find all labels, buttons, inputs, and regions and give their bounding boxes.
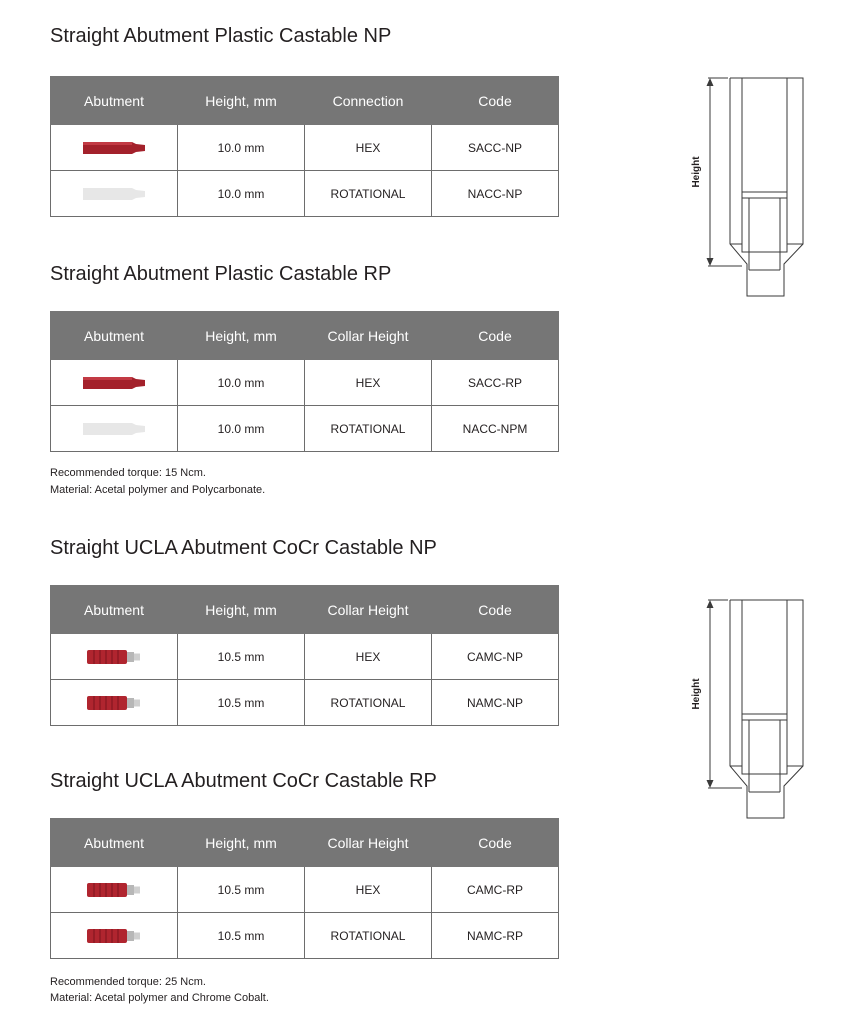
table-row bbox=[51, 171, 559, 217]
header-height: Height, mm bbox=[178, 312, 305, 360]
header-height: Height, mm bbox=[178, 586, 305, 634]
header-code: Code bbox=[432, 819, 559, 867]
abutment-cell bbox=[51, 406, 178, 452]
table-row bbox=[51, 867, 559, 913]
abutment-cell bbox=[51, 680, 178, 726]
table-cocr-np bbox=[50, 585, 559, 726]
header-collar-height: Collar Height bbox=[305, 586, 432, 634]
header-connection: Connection bbox=[305, 77, 432, 125]
connection-cell: HEX bbox=[305, 360, 432, 406]
code-cell: SACC-RP bbox=[432, 360, 559, 406]
red-plastic-abutment-icon bbox=[82, 139, 146, 157]
code-cell: NACC-NP bbox=[432, 171, 559, 217]
ucla-abutment-height-diagram bbox=[690, 596, 815, 824]
connection-cell: HEX bbox=[305, 867, 432, 913]
code-cell: NAMC-NP bbox=[432, 680, 559, 726]
code-cell: NACC-NPM bbox=[432, 406, 559, 452]
connection-cell: HEX bbox=[305, 634, 432, 680]
section-title-plastic-rp: Straight Abutment Plastic Castable RP bbox=[50, 263, 392, 285]
table-header-row bbox=[51, 312, 559, 360]
plastic-abutment-height-diagram bbox=[690, 74, 815, 302]
height-cell: 10.0 mm bbox=[178, 171, 305, 217]
table-row bbox=[51, 125, 559, 171]
code-cell: SACC-NP bbox=[432, 125, 559, 171]
abutment-cell bbox=[51, 913, 178, 959]
abutment-cell bbox=[51, 125, 178, 171]
section-title-cocr-rp: Straight UCLA Abutment CoCr Castable RP bbox=[50, 770, 437, 792]
table-row bbox=[51, 634, 559, 680]
section-title-plastic-np: Straight Abutment Plastic Castable NP bbox=[50, 25, 392, 47]
height-cell: 10.0 mm bbox=[178, 406, 305, 452]
abutment-cell bbox=[51, 867, 178, 913]
table-plastic-np bbox=[50, 76, 559, 217]
connection-cell: ROTATIONAL bbox=[305, 913, 432, 959]
table-header-row bbox=[51, 586, 559, 634]
ucla-cocr-abutment-icon bbox=[86, 926, 142, 946]
table-plastic-rp bbox=[50, 311, 559, 452]
white-plastic-abutment-icon bbox=[82, 185, 146, 203]
header-abutment: Abutment bbox=[51, 77, 178, 125]
header-code: Code bbox=[432, 586, 559, 634]
abutment-cell bbox=[51, 171, 178, 217]
connection-cell: ROTATIONAL bbox=[305, 406, 432, 452]
header-height: Height, mm bbox=[178, 819, 305, 867]
header-abutment: Abutment bbox=[51, 819, 178, 867]
abutment-cell bbox=[51, 360, 178, 406]
table-row bbox=[51, 406, 559, 452]
code-cell: NAMC-RP bbox=[432, 913, 559, 959]
height-cell: 10.0 mm bbox=[178, 125, 305, 171]
torque-note-cocr: Recommended torque: 25 Ncm. bbox=[50, 976, 206, 988]
connection-cell: HEX bbox=[305, 125, 432, 171]
material-note-plastic: Material: Acetal polymer and Polycarbonate. bbox=[50, 484, 266, 496]
white-plastic-abutment-icon bbox=[82, 420, 146, 438]
table-header-row bbox=[51, 819, 559, 867]
height-cell: 10.0 mm bbox=[178, 360, 305, 406]
height-cell: 10.5 mm bbox=[178, 634, 305, 680]
ucla-cocr-abutment-icon bbox=[86, 647, 142, 667]
height-dimension-label: Height bbox=[691, 156, 702, 188]
height-cell: 10.5 mm bbox=[178, 680, 305, 726]
torque-note-plastic: Recommended torque: 15 Ncm. bbox=[50, 467, 206, 479]
height-cell: 10.5 mm bbox=[178, 867, 305, 913]
code-cell: CAMC-NP bbox=[432, 634, 559, 680]
table-row bbox=[51, 680, 559, 726]
code-cell: CAMC-RP bbox=[432, 867, 559, 913]
ucla-cocr-abutment-icon bbox=[86, 880, 142, 900]
connection-cell: ROTATIONAL bbox=[305, 680, 432, 726]
header-collar-height: Collar Height bbox=[305, 819, 432, 867]
table-header-row bbox=[51, 77, 559, 125]
header-code: Code bbox=[432, 77, 559, 125]
header-height: Height, mm bbox=[178, 77, 305, 125]
table-row bbox=[51, 913, 559, 959]
abutment-cell bbox=[51, 634, 178, 680]
header-collar-height: Collar Height bbox=[305, 312, 432, 360]
table-row bbox=[51, 360, 559, 406]
connection-cell: ROTATIONAL bbox=[305, 171, 432, 217]
header-abutment: Abutment bbox=[51, 586, 178, 634]
table-cocr-rp bbox=[50, 818, 559, 959]
material-note-cocr: Material: Acetal polymer and Chrome Cobalt. bbox=[50, 992, 269, 1004]
red-plastic-abutment-icon bbox=[82, 374, 146, 392]
height-cell: 10.5 mm bbox=[178, 913, 305, 959]
header-abutment: Abutment bbox=[51, 312, 178, 360]
section-title-cocr-np: Straight UCLA Abutment CoCr Castable NP bbox=[50, 537, 437, 559]
height-dimension-label: Height bbox=[691, 678, 702, 710]
header-code: Code bbox=[432, 312, 559, 360]
ucla-cocr-abutment-icon bbox=[86, 693, 142, 713]
